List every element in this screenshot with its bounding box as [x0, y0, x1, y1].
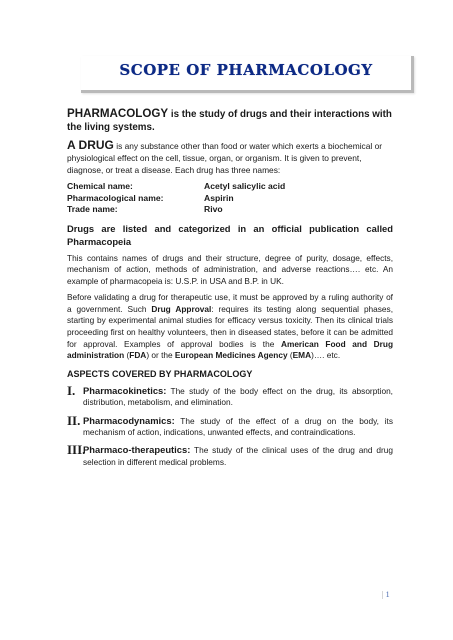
document-body: [67, 107, 393, 474]
drug-name-label: Chemical name:: [67, 181, 133, 191]
drug-name-value: Aspirin: [204, 192, 234, 203]
intro-paragraph: [67, 107, 393, 134]
drug-text: is any substance other than food or water which exerts a biochemical or physiological effect on the cell, tissue, organ, or organism. It is given to prevent, diagnose, or treat a disease. Each drug has three names:: [67, 141, 383, 175]
approval-text: (: [287, 350, 293, 361]
intro-text: is the study of drugs and their interactions with the living systems.: [67, 109, 392, 133]
drug-name-value: Acetyl salicylic acid: [204, 181, 286, 191]
aspect-text: The study of the body effect on the drug, its absorption, distribution, metabolism, and elimination.: [83, 385, 393, 408]
approval-text: (: [124, 350, 130, 361]
approval-text: ) or the: [146, 350, 175, 361]
aspect-description: [83, 444, 393, 468]
drug-name-row: [67, 193, 393, 205]
drug-name-value: Rivo: [204, 204, 223, 214]
approval-body-fda-name: American Food and Drug administration: [67, 338, 394, 361]
approval-text: : requires its testing along sequential phases, starting by experimental animal studies for efficacy versus toxicity. Then its clinical trials proceeding first on healthy volunteers, then in diseased states, before it can be admitted for approval. Examples of approval bodies is the: [67, 303, 393, 349]
aspect-item: [67, 444, 393, 468]
approval-body-ema-name: European Medicines Agency: [174, 350, 288, 361]
aspect-term: Pharmacokinetics:: [83, 384, 167, 396]
drug-definition: [67, 139, 393, 176]
drug-names-list: [67, 181, 393, 216]
aspect-number: II.: [67, 412, 81, 428]
page-number-value: 1: [385, 590, 390, 599]
page-number: [382, 590, 390, 599]
page-title: SCOPE OF PHARMACOLOGY: [119, 61, 373, 79]
approval-body-fda-abbr: FDA: [129, 350, 147, 361]
approval-text: )…. etc.: [311, 350, 341, 361]
aspect-description: [83, 415, 393, 439]
drug-term: A DRUG: [67, 138, 114, 152]
aspect-item: [67, 412, 393, 439]
title-box: [81, 56, 414, 93]
aspect-item: [67, 382, 393, 409]
page-number-separator: |: [382, 590, 384, 599]
aspect-description: [83, 385, 393, 409]
aspect-text: The study of the clinical uses of the drug and drug selection in different medical problems.: [83, 445, 393, 467]
pharmacopeia-paragraph: This contains names of drugs and their structure, degree of purity, dosage, effects, mechanism of action, methods of administration, and adverse reactions…. etc. An example of pharmacopeia is: U.S.P. in USA and B.P. in UK.: [67, 252, 393, 286]
aspect-term: Pharmacodynamics:: [83, 414, 175, 426]
aspect-number: III.: [67, 442, 86, 458]
approval-term: Drug Approval: [151, 303, 212, 314]
drug-name-row: [67, 204, 393, 216]
aspect-number: I.: [67, 382, 76, 398]
drug-name-label: Trade name:: [67, 204, 118, 214]
aspect-text: The study of the effect of a drug on the body, its mechanism of action, indications, unwanted effects, and contraindications.: [83, 415, 393, 438]
approval-paragraph: [67, 292, 393, 362]
drug-name-label: Pharmacological name:: [67, 192, 164, 203]
drug-name-row: [67, 181, 393, 193]
intro-term: PHARMACOLOGY: [67, 107, 169, 120]
aspects-heading: ASPECTS COVERED BY PHARMACOLOGY: [67, 368, 253, 379]
pharmacopeia-heading: Drugs are listed and categorized in an official publication called Pharmacopeia: [67, 222, 393, 247]
approval-body-ema-abbr: EMA: [292, 350, 312, 361]
approval-text: Before validating a drug for therapeutic use, it must be approved by a ruling authority of a government. Such: [67, 292, 393, 314]
aspect-term: Pharmaco-therapeutics:: [83, 444, 191, 456]
